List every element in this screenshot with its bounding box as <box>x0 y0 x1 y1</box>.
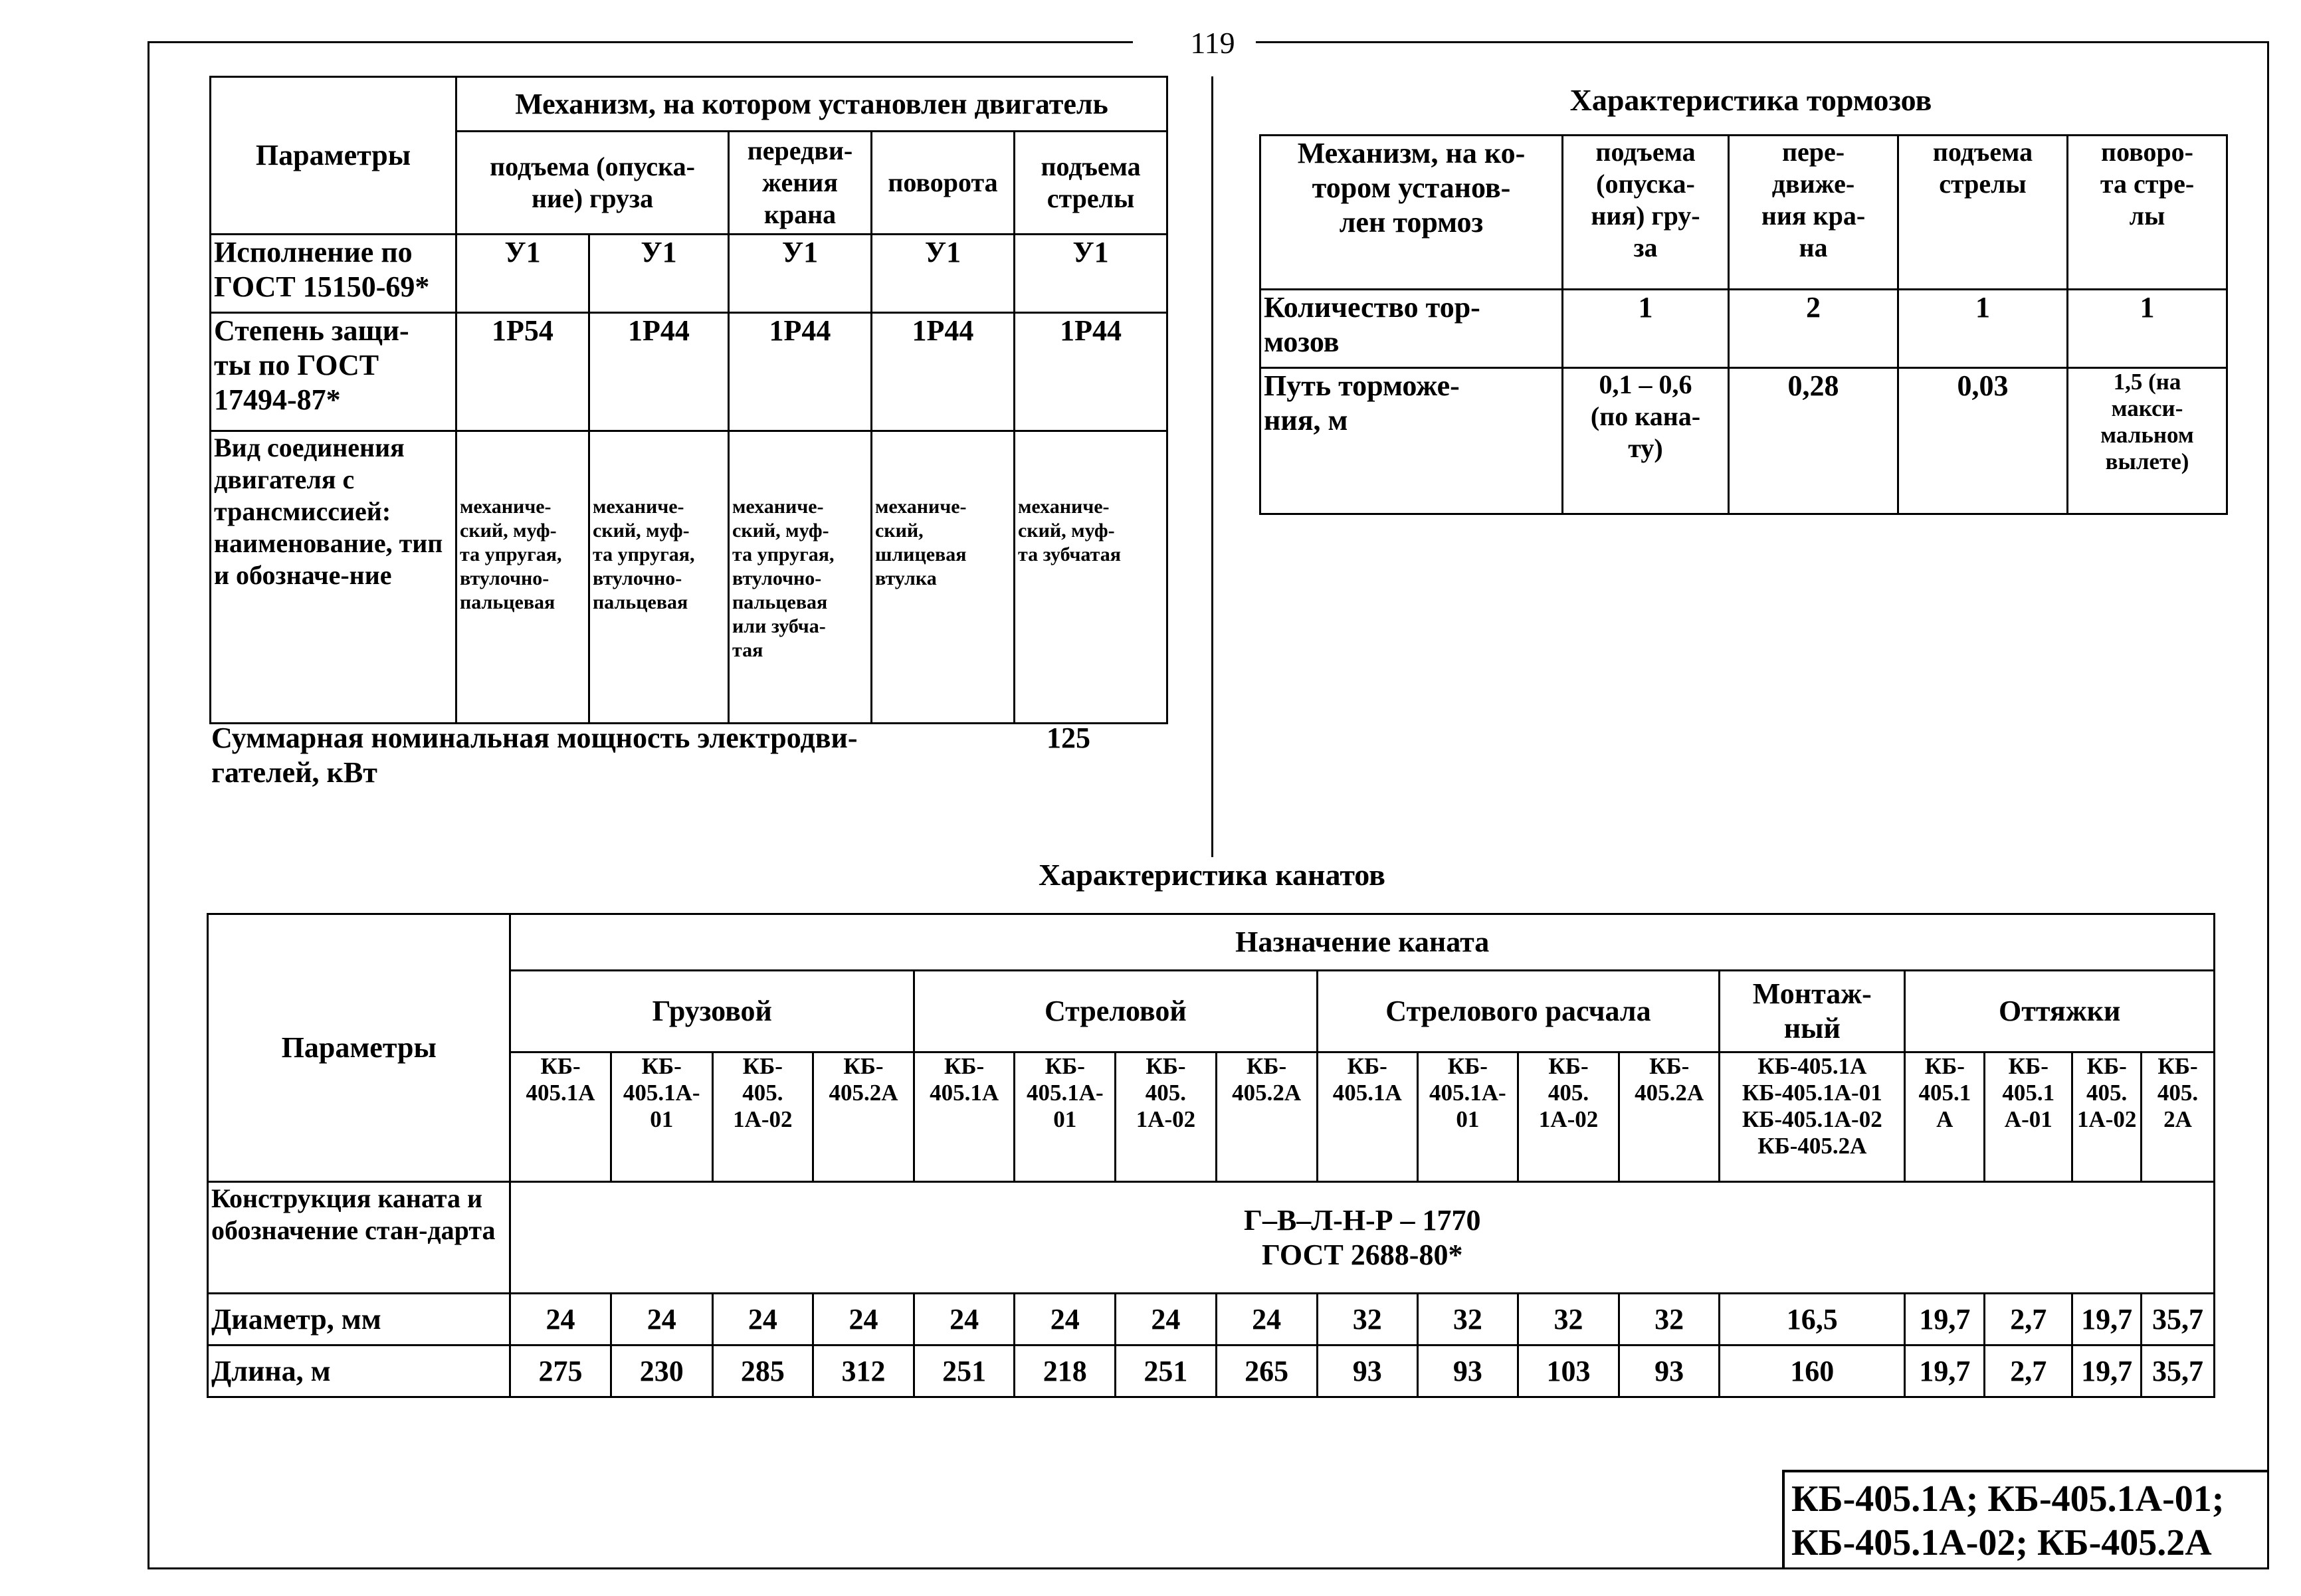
row-label: Длина, м <box>208 1346 510 1397</box>
table-cell: 0,1 – 0,6 (по кана- ту) <box>1563 368 1729 514</box>
length-cell: 160 <box>1720 1346 1905 1397</box>
stamp-line-1: КБ-405.1А; КБ-405.1А-01; <box>1791 1478 2225 1520</box>
table-cell: У1 <box>589 235 729 313</box>
model-header: КБ- 405.2А <box>813 1052 914 1182</box>
length-cell: 312 <box>813 1346 914 1397</box>
model-header: КБ- 405. 1А-02 <box>1518 1052 1619 1182</box>
diameter-cell: 19,7 <box>2072 1294 2142 1346</box>
model-header: КБ- 405.1А- 01 <box>1015 1052 1116 1182</box>
row-label: Степень защи- ты по ГОСТ 17494-87* <box>211 313 456 431</box>
length-cell: 265 <box>1216 1346 1317 1397</box>
motor-table <box>209 76 1168 724</box>
row-label: Исполнение по ГОСТ 15150-69* <box>211 235 456 313</box>
table-cell: 1,5 (на макси- мальном вылете) <box>2068 368 2227 514</box>
model-header: КБ- 405.2А <box>1619 1052 1720 1182</box>
diameter-cell: 24 <box>1216 1294 1317 1346</box>
diameter-cell: 24 <box>712 1294 813 1346</box>
length-cell: 251 <box>914 1346 1015 1397</box>
table-cell: 2 <box>1729 290 1898 368</box>
group-header: Оттяжки <box>1905 971 2215 1052</box>
params-header: Параметры <box>208 914 510 1182</box>
brakes-header-label: Механизм, на ко- тором установ- лен тормоз <box>1260 136 1563 290</box>
diameter-cell: 24 <box>914 1294 1015 1346</box>
table-cell: 0,03 <box>1898 368 2068 514</box>
table-cell: 1 <box>2068 290 2227 368</box>
column-header: поворо- та стре- лы <box>2068 136 2227 290</box>
model-header: КБ- 405.2А <box>1216 1052 1317 1182</box>
diameter-cell: 24 <box>1015 1294 1116 1346</box>
mechanism-header: Механизм, на котором установлен двигатель <box>456 77 1167 132</box>
row-label: Путь торможе- ния, м <box>1260 368 1563 514</box>
total-power-value: 125 <box>1047 722 1090 754</box>
table-cell: механиче- ский, муф- та упругая, втулочно- пальцевая или зубча- тая <box>729 431 872 724</box>
length-cell: 218 <box>1015 1346 1116 1397</box>
frame-bottom-line <box>148 1567 2269 1569</box>
column-header: подъема стрелы <box>1015 132 1167 235</box>
model-header: КБ- 405. 2А <box>2142 1052 2215 1182</box>
title-stamp <box>1782 1470 2267 1567</box>
diameter-cell: 32 <box>1518 1294 1619 1346</box>
row-label: Диаметр, мм <box>208 1294 510 1346</box>
length-cell: 251 <box>1116 1346 1216 1397</box>
diameter-cell: 32 <box>1619 1294 1720 1346</box>
diameter-cell: 24 <box>611 1294 712 1346</box>
length-cell: 285 <box>712 1346 813 1397</box>
table-cell: механиче- ский, муф- та упругая, втулочно- пальцевая <box>589 431 729 724</box>
model-header: КБ- 405.1А- 01 <box>611 1052 712 1182</box>
table-cell: У1 <box>1015 235 1167 313</box>
length-cell: 275 <box>510 1346 611 1397</box>
row-label: Конструкция каната и обозначение стан-дарта <box>208 1182 510 1294</box>
total-power-label: Суммарная номинальная мощность электродви- гателей, кВт <box>211 722 858 789</box>
model-header: КБ- 405. 1А-02 <box>2072 1052 2142 1182</box>
model-header: КБ-405.1А КБ-405.1А-01 КБ-405.1А-02 КБ-405.2А <box>1720 1052 1905 1182</box>
diameter-cell: 19,7 <box>1905 1294 1985 1346</box>
frame-right-line <box>2267 41 2269 1569</box>
table-cell: 1P44 <box>1015 313 1167 431</box>
ropes-table <box>207 913 2215 1398</box>
model-header: КБ- 405.1А- 01 <box>1417 1052 1518 1182</box>
brakes-table <box>1259 134 2228 515</box>
brakes-title: Характеристика тормозов <box>1569 83 1932 117</box>
column-divider <box>1211 76 1213 857</box>
purpose-header: Назначение каната <box>510 914 2215 971</box>
column-header: пере- движе- ния кра- на <box>1729 136 1898 290</box>
diameter-cell: 32 <box>1417 1294 1518 1346</box>
table-cell: У1 <box>729 235 872 313</box>
model-header: КБ- 405. 1А-02 <box>712 1052 813 1182</box>
group-header: Стрелового расчала <box>1317 971 1720 1052</box>
model-header: КБ- 405.1А <box>510 1052 611 1182</box>
length-cell: 2,7 <box>1985 1346 2072 1397</box>
model-header: КБ- 405.1А <box>914 1052 1015 1182</box>
frame-left-line <box>148 41 150 1569</box>
table-cell: механиче- ский, муф- та зубчатая <box>1015 431 1167 724</box>
diameter-cell: 35,7 <box>2142 1294 2215 1346</box>
group-header: Монтаж- ный <box>1720 971 1905 1052</box>
model-header: КБ- 405.1А <box>1317 1052 1417 1182</box>
table-cell: 1 <box>1563 290 1729 368</box>
diameter-cell: 32 <box>1317 1294 1417 1346</box>
model-header: КБ- 405.1 А-01 <box>1985 1052 2072 1182</box>
table-cell: 1P54 <box>456 313 589 431</box>
column-header: подъема (опуска- ние) груза <box>456 132 729 235</box>
model-header: КБ- 405.1 А <box>1905 1052 1985 1182</box>
length-cell: 93 <box>1317 1346 1417 1397</box>
stamp-line-2: КБ-405.1А-02; КБ-405.2А <box>1791 1522 2212 1563</box>
length-cell: 230 <box>611 1346 712 1397</box>
diameter-cell: 24 <box>813 1294 914 1346</box>
frame-top-left-line <box>150 41 1133 43</box>
length-cell: 93 <box>1619 1346 1720 1397</box>
column-header: подъема стрелы <box>1898 136 2068 290</box>
row-label: Вид соединения двигателя с трансмиссией: наименование, тип и обозначе-ние <box>211 431 456 724</box>
page-number: 119 <box>1190 26 1235 60</box>
diameter-cell: 24 <box>1116 1294 1216 1346</box>
diameter-cell: 2,7 <box>1985 1294 2072 1346</box>
diameter-cell: 16,5 <box>1720 1294 1905 1346</box>
ropes-title: Характеристика канатов <box>1038 858 1386 892</box>
column-header: поворота <box>872 132 1015 235</box>
length-cell: 35,7 <box>2142 1346 2215 1397</box>
table-cell: 1P44 <box>872 313 1015 431</box>
table-cell: 1P44 <box>589 313 729 431</box>
column-header: подъема (опуска- ния) гру- за <box>1563 136 1729 290</box>
table-cell: механиче- ский, шлицевая втулка <box>872 431 1015 724</box>
group-header: Стреловой <box>914 971 1318 1052</box>
length-cell: 103 <box>1518 1346 1619 1397</box>
length-cell: 19,7 <box>2072 1346 2142 1397</box>
table-cell: У1 <box>872 235 1015 313</box>
length-cell: 19,7 <box>1905 1346 1985 1397</box>
params-header: Параметры <box>211 77 456 235</box>
table-cell: 1P44 <box>729 313 872 431</box>
construction-value: Г–В–Л-Н-Р – 1770 ГОСТ 2688-80* <box>510 1182 2215 1294</box>
diameter-cell: 24 <box>510 1294 611 1346</box>
table-cell: 0,28 <box>1729 368 1898 514</box>
model-header: КБ- 405. 1А-02 <box>1116 1052 1216 1182</box>
row-label: Количество тор- мозов <box>1260 290 1563 368</box>
column-header: передви- жения крана <box>729 132 872 235</box>
group-header: Грузовой <box>510 971 914 1052</box>
table-cell: механиче- ский, муф- та упругая, втулочно- пальцевая <box>456 431 589 724</box>
length-cell: 93 <box>1417 1346 1518 1397</box>
table-cell: У1 <box>456 235 589 313</box>
table-cell: 1 <box>1898 290 2068 368</box>
frame-top-right-line <box>1256 41 2269 43</box>
